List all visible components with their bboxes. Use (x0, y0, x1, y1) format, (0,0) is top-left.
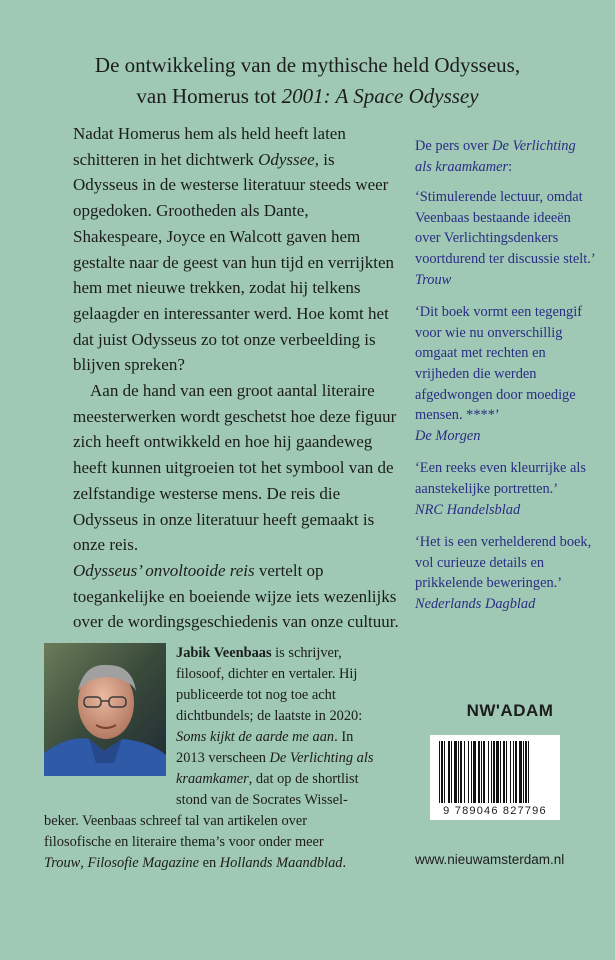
heading-film-title: 2001: A Space Odyssey (281, 84, 479, 108)
barcode-bar (473, 741, 476, 803)
blurb-p3-rest: vertelt op toegankelijke en boeiende wijze iets wezenlijks over de wordingsgeschiedenis van onze cultuur. (73, 560, 399, 632)
blurb (73, 121, 400, 635)
bio-text: , (80, 855, 88, 871)
magazine-title: Filosofie Magazine (87, 855, 199, 871)
barcode-bar (493, 741, 495, 803)
barcode-bar (478, 741, 480, 803)
barcode-bar (464, 741, 465, 803)
barcode-bar (519, 741, 522, 803)
barcode-bar (510, 741, 511, 803)
bio-line (176, 643, 596, 664)
heading-line-2-prefix: van Homerus tot (136, 84, 282, 108)
quote-text: ‘Dit boek vormt een tegengif voor wie nu onverschillig omgaat met rechten en vrijheden die werden afgedwongen door moedige mensen. ****’ (415, 304, 583, 424)
blurb-paragraph-1 (73, 121, 400, 378)
author-photo (44, 643, 166, 776)
barcode-bar (439, 741, 440, 803)
bio-text: en (198, 855, 220, 871)
barcode-bar (460, 741, 462, 803)
barcode-bar (500, 741, 501, 803)
quote-source: Trouw (415, 271, 452, 288)
author-name: Jabik Veenbaas (176, 645, 272, 661)
publisher-logo: NW'ADAM (466, 701, 554, 720)
barcode-bar (448, 741, 450, 803)
barcode-bars (437, 741, 553, 803)
quote-source: NRC Handelsblad (415, 501, 521, 518)
bio-text: , dat op de shortlist (248, 771, 359, 787)
cover-heading (30, 50, 585, 112)
blurb-p1-a: Nadat Homerus hem als held heeft laten schitteren in het dichtwerk (73, 124, 346, 169)
magazine-title: Hollands Maandblad (219, 855, 343, 871)
heading-line-2 (30, 81, 585, 112)
bio-line: beker. Veenbaas schreef tal van artikelen over (44, 813, 308, 829)
bio-line: dichtbundels; de laatste in 2020: (176, 708, 363, 724)
isbn-barcode (430, 735, 560, 820)
press-intro (415, 136, 595, 177)
blurb-paragraph-3 (73, 558, 400, 635)
publisher-url[interactable]: www.nieuwamsterdam.nl (415, 852, 565, 867)
barcode-bar (483, 741, 485, 803)
barcode-bar (468, 741, 469, 803)
bio-text: . (342, 855, 347, 871)
bio-text: is schrijver, (271, 645, 342, 661)
blurb-p1-c: , is Odysseus in de westerse literatuur steeds weer opgedoken. Grootheden als Dante, Shakespeare, Joyce en Walcott gaven hem gestalte naar de geest van hun tijd en verrijkten hem met nieuwe trekken, zodat hij telkens gelaagder en interessanter werd. Hoe komt het dat juist Odysseus zo tot onze verbeelding is blijven spreken? (73, 149, 394, 375)
press-quotes (415, 136, 595, 626)
barcode-bar (523, 741, 524, 803)
barcode-bar (481, 741, 482, 803)
barcode-bar (444, 741, 445, 803)
barcode-bar (441, 741, 443, 803)
quote-text: ‘Een reeks even kleurrijke als aanstekelijke portretten.’ (415, 460, 587, 497)
press-quote (415, 458, 595, 520)
barcode-bar (454, 741, 457, 803)
barcode-bar (471, 741, 472, 803)
isbn-number: 9 789046 827796 (443, 805, 547, 817)
barcode-bar (525, 741, 527, 803)
press-intro-title: De Verlichting als kraamkamer (415, 138, 576, 175)
press-intro-prefix: De pers over (415, 138, 493, 154)
barcode-bar (458, 741, 459, 803)
heading-line-1: De ontwikkeling van de mythische held Odysseus, (94, 53, 521, 77)
bio-line: stond van de Socrates Wissel- (176, 792, 348, 808)
press-quote (415, 532, 595, 614)
quote-source: Nederlands Dagblad (415, 595, 536, 612)
quote-text: ‘Het is een verhelderend boek, vol curieuze details en prikkelende beweringen.’ (415, 534, 592, 592)
barcode-bar (451, 741, 452, 803)
barcode-bar (503, 741, 505, 803)
bio-line: publiceerde tot nog toe acht (176, 687, 336, 703)
barcode-bar (491, 741, 492, 803)
quote-source: De Morgen (415, 427, 481, 444)
barcode-bar (513, 741, 514, 803)
press-intro-suffix: : (508, 158, 513, 175)
blurb-paragraph-2: Aan de hand van een groot aantal literaire meesterwerken wordt geschetst hoe deze figuur zich heeft ontwikkeld en hoe hij gaandeweg heeft kunnen uitgroeien tot het symbool van de zelfstandige westerse mens. De reis die Odysseus in onze literatuur heeft gemaakt is onze reis. (73, 381, 397, 555)
bio-text: 2013 verscheen (176, 750, 270, 766)
barcode-bar (496, 741, 499, 803)
bio-line: filosoof, dichter en vertaler. Hij (176, 666, 358, 682)
bio-book-title: kraamkamer (176, 771, 249, 787)
author-portrait-image (44, 643, 166, 776)
blurb-book-title: Odysseus’ onvoltooide reis (73, 560, 255, 580)
press-quote (415, 187, 595, 290)
blurb-p1-title: Odyssee (258, 149, 315, 169)
barcode-bar (528, 741, 529, 803)
bio-line: filosofische en literaire thema’s voor onder meer (44, 834, 324, 850)
bio-book-title: Soms kijkt de aarde me aan (176, 729, 335, 745)
barcode-bar (515, 741, 517, 803)
barcode-bar (488, 741, 489, 803)
press-quote (415, 302, 595, 446)
magazine-title: Trouw (44, 855, 81, 871)
quote-text: ‘Stimulerende lectuur, omdat Veenbaas bestaande ideeën over Verlichtingsdenkers voortdurend ter discussie stelt.’ (415, 189, 595, 267)
bio-text: . In (334, 729, 354, 745)
bio-book-title: De Verlichting als (269, 750, 374, 766)
barcode-bar (506, 741, 507, 803)
